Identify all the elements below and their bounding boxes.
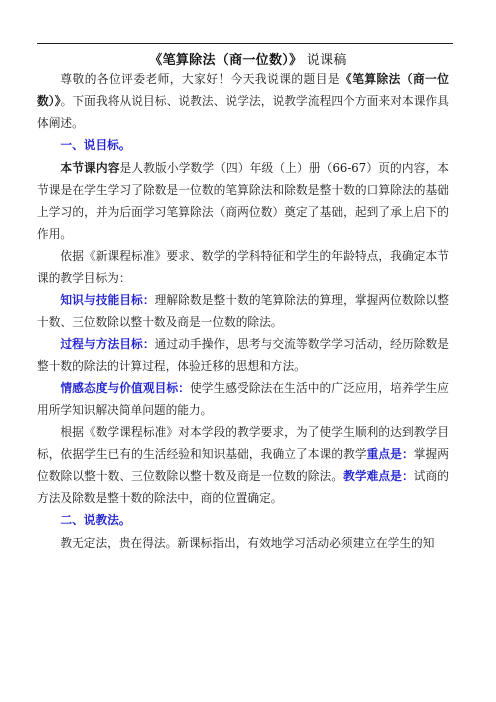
goal-process-label: 过程与方法目标： [60,337,155,351]
title-topic: 《笔算除法（商一位数）》 [149,53,303,68]
key-text: 掌握两位数除以整十数、三位数除以整十数及商是一位数的除法。 [37,447,449,483]
keypoints-paragraph [37,421,449,509]
top-rule [37,43,453,44]
difficulty-label: 教学难点是： [343,469,414,483]
intro-rest: 。下面我将从说目标、说教法、说学法，说教学流程四个方面来对本课作具体阐述。 [37,94,449,130]
content-paragraph [37,157,449,245]
title-suffix: 说课稿 [302,53,347,68]
goal-knowledge-text: 理解除数是整十数的笔算除法的算理，掌握两位数除以整十数、三位数除以整十数及商是一位数的除法。 [37,293,449,329]
section-heading-goals: 一、说目标。 [60,138,131,152]
key-label: 重点是： [366,447,414,461]
method-paragraph: 教无定法，贵在得法。新课标指出，有效地学习活动必须建立在学生的知 [60,536,435,550]
content-label: 本节课内容 [60,161,120,175]
goal-process-text: 通过动手操作，思考与交流等数学学习活动，经历除数是整十数的除法的计算过程，体验迁移的思想和方法。 [37,337,449,373]
keypoints-lead: 根据《数学课程标准》对本学段的教学要求，为了使学生顺利的达到教学目标，依据学生已有的生活经验和知识基础，我确立了本课的教学 [37,425,449,461]
intro-topic: 《笔算除法（商一位数）》 [37,72,449,108]
goal-emotion-paragraph [37,377,449,421]
goal-process-paragraph [37,333,449,377]
document-body [37,68,449,554]
content-text: 是人教版小学数学（四）年级（上）册（66-67）页的内容，本节课是在学生学习了除数是一位数的笔算除法和除数是整十数的口算除法的基础上学习的，并为后面学习笔算除法（商两位数）奠定了基础，起到了承上启下的作用。 [37,161,449,241]
document-title [0,49,496,68]
goal-knowledge-label: 知识与技能目标： [60,293,155,307]
intro-lead: 尊敬的各位评委老师，大家好！今天我说课的题目是 [60,72,341,86]
difficulty-text: 试商的方法及除数是整十数的除法中，商的位置确定。 [37,469,449,505]
basis-paragraph: 依据《新课程标准》要求、数学的学科特征和学生的年龄特点，我确定本节课的教学目标为： [37,249,449,285]
section-heading-methods: 二、说教法。 [60,513,131,527]
goal-emotion-label: 情感态度与价值观目标： [60,381,190,395]
goal-emotion-text: 使学生感受除法在生活中的广泛应用，培养学生应用所学知识解决简单问题的能力。 [37,381,449,417]
intro-paragraph [37,68,449,134]
goal-knowledge-paragraph [37,289,449,333]
